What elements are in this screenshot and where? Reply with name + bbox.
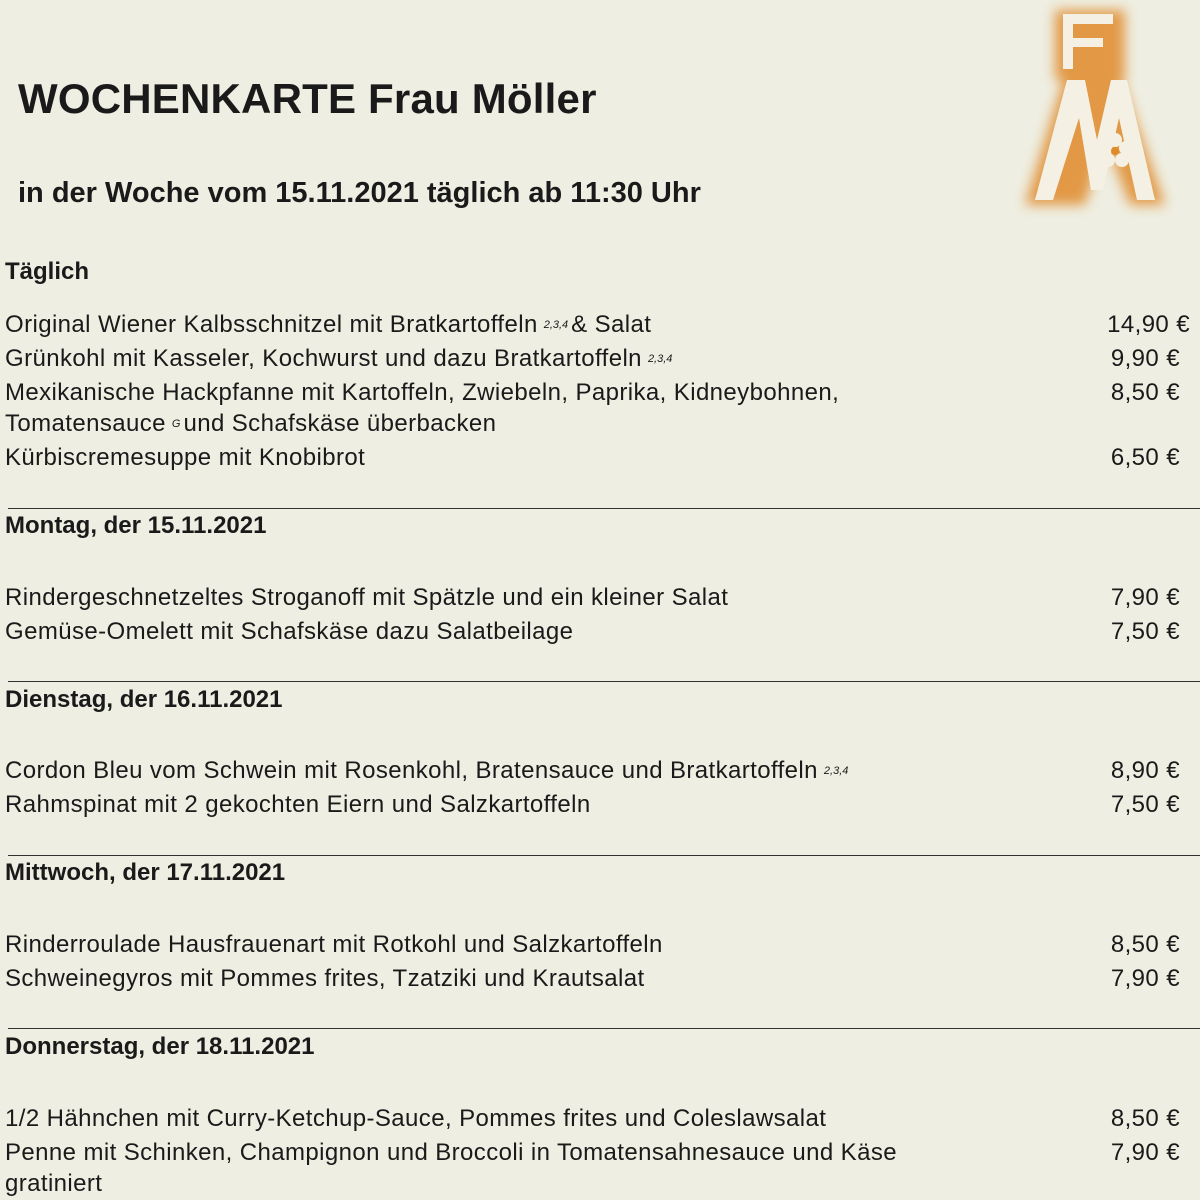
menu-item: Schweinegyros mit Pommes frites, Tzatziki und Krautsalat 7,90 € [5, 965, 1180, 992]
item-price: 14,90 € [1107, 311, 1190, 338]
menu-item: Gemüse-Omelett mit Schafskäse dazu Salatbeilage 7,50 € [5, 618, 1180, 645]
item-price: 8,50 € [1110, 1105, 1180, 1132]
section-heading-donnerstag: Donnerstag, der 18.11.2021 [5, 1033, 315, 1060]
item-price: 8,90 € [1110, 757, 1180, 784]
section-divider [8, 681, 1200, 682]
item-price: 7,90 € [1110, 584, 1180, 611]
item-price: 8,50 € [1110, 379, 1180, 406]
item-price: 9,90 € [1110, 345, 1180, 372]
menu-item: Rahmspinat mit 2 gekochten Eiern und Salzkartoffeln 7,50 € [5, 791, 1180, 818]
section-heading-mittwoch: Mittwoch, der 17.11.2021 [5, 859, 286, 886]
menu-item: Penne mit Schinken, Champignon und Broccoli in Tomatensahnesauce und Käse gratiniert 7,90 € [5, 1139, 1180, 1197]
menu-item: Rindergeschnetzeltes Stroganoff mit Spätzle und ein kleiner Salat 7,90 € [5, 584, 1180, 611]
item-price: 7,90 € [1110, 1139, 1180, 1166]
menu-item: Cordon Bleu vom Schwein mit Rosenkohl, Bratensauce und Bratkartoffeln $^{2,3,4}$ 8,90 € [5, 757, 1180, 784]
page-title: WOCHENKARTE Frau Möller [18, 75, 597, 122]
section-heading-dienstag: Dienstag, der 16.11.2021 [5, 686, 283, 713]
menu-item: Mexikanische Hackpfanne mit Kartoffeln, Zwiebeln, Paprika, Kidneybohnen, Tomatensauce $^G$ und Schafskäse überbacken 8,50 € [5, 379, 1180, 437]
section-heading-montag: Montag, der 15.11.2021 [5, 512, 267, 539]
menu-item: Grünkohl mit Kasseler, Kochwurst und dazu Bratkartoffeln $^{2,3,4}$ 9,90 € [5, 345, 1180, 372]
menu-item: Original Wiener Kalbsschnitzel mit Bratkartoffeln $^{2,3,4}$ & Salat 14,90 € [5, 311, 1190, 338]
fm-logo-icon [1005, 0, 1180, 220]
item-price: 6,50 € [1110, 444, 1180, 471]
menu-item: Rinderroulade Hausfrauenart mit Rotkohl und Salzkartoffeln 8,50 € [5, 931, 1180, 958]
section-divider [8, 508, 1200, 509]
section-divider [8, 855, 1200, 856]
item-price: 8,50 € [1110, 931, 1180, 958]
menu-item: 1/2 Hähnchen mit Curry-Ketchup-Sauce, Pommes frites und Coleslawsalat 8,50 € [5, 1105, 1180, 1132]
section-divider [8, 1028, 1200, 1029]
item-price: 7,90 € [1110, 965, 1180, 992]
page-subtitle: in der Woche vom 15.11.2021 täglich ab 11:30 Uhr [18, 177, 701, 209]
menu-item: Kürbiscremesuppe mit Knobibrot 6,50 € [5, 444, 1180, 471]
item-price: 7,50 € [1110, 618, 1180, 645]
section-heading-taeglich: Täglich [5, 258, 90, 285]
item-price: 7,50 € [1110, 791, 1180, 818]
